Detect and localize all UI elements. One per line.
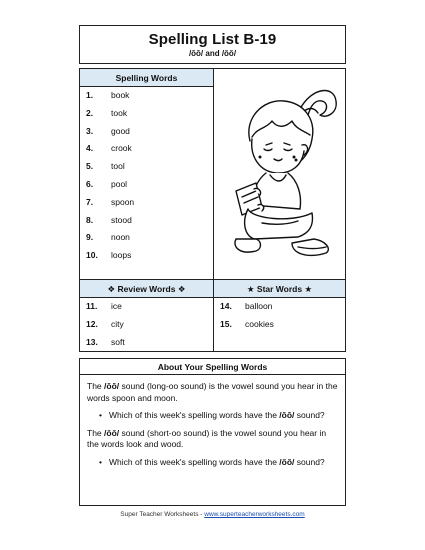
- q1-text-end: sound?: [294, 410, 325, 420]
- item-number: 1.: [86, 90, 94, 100]
- page-title: Spelling List B-19: [148, 31, 277, 48]
- bullet: •: [99, 410, 102, 420]
- review-words-heading: ❖ Review Words ❖: [80, 280, 213, 298]
- list-item: [80, 87, 213, 105]
- q1-text: Which of this week's spelling words have the: [109, 410, 280, 420]
- item-word: pool: [111, 178, 128, 189]
- long-oo-question: [87, 410, 339, 422]
- item-number: 15.: [220, 318, 232, 329]
- list-item: [214, 316, 345, 334]
- footer-link[interactable]: www.superteacherworksheets.com: [204, 511, 305, 518]
- list-item: [80, 105, 213, 123]
- item-word: took: [111, 107, 128, 118]
- footer-text: Super Teacher Worksheets -: [120, 511, 205, 518]
- extra-words-section: [80, 279, 345, 351]
- item-word: noon: [111, 232, 130, 243]
- list-item: [80, 176, 213, 194]
- long-oo-paragraph: [87, 381, 339, 404]
- item-word: city: [111, 318, 124, 329]
- star-words-column: [214, 280, 345, 352]
- about-box: [79, 358, 346, 506]
- item-number: 3.: [86, 125, 94, 136]
- item-number: 14.: [220, 301, 232, 311]
- item-word: soft: [111, 336, 125, 347]
- list-item: [80, 212, 213, 230]
- girl-reading-illustration: [222, 79, 340, 269]
- item-number: 11.: [86, 301, 98, 311]
- item-word: loops: [111, 250, 132, 261]
- p2-text: The: [87, 427, 105, 438]
- list-item: [80, 316, 213, 334]
- item-number: 4.: [86, 143, 94, 154]
- item-word: book: [111, 90, 130, 100]
- item-number: 2.: [86, 107, 94, 118]
- spelling-words-column: [80, 69, 214, 279]
- list-item: [80, 194, 213, 212]
- short-oo-paragraph: [87, 428, 339, 451]
- title-box: [79, 25, 346, 64]
- list-item: [80, 158, 213, 176]
- item-number: 6.: [86, 178, 94, 189]
- footer: [0, 511, 425, 518]
- spelling-words-heading: Spelling Words: [80, 69, 213, 87]
- p2-sound: /ŏŏ/: [104, 427, 120, 438]
- item-number: 12.: [86, 318, 98, 329]
- about-heading: About Your Spelling Words: [80, 359, 345, 375]
- p2-text-end: sound (short-oo sound) is the vowel sound you hear in the words look and wood.: [87, 427, 327, 449]
- about-body: [80, 375, 345, 468]
- list-item: [80, 123, 213, 141]
- list-item: [80, 140, 213, 158]
- item-word: ice: [111, 301, 122, 311]
- item-number: 8.: [86, 214, 94, 225]
- item-word: crook: [111, 143, 132, 154]
- short-oo-question: [87, 457, 339, 469]
- list-item: [80, 298, 213, 316]
- p1-text: The: [87, 381, 105, 391]
- page-subtitle: /ōō/ and /ŏŏ/: [188, 49, 237, 58]
- item-number: 5.: [86, 161, 94, 172]
- item-number: 10.: [86, 250, 98, 261]
- list-item: [80, 229, 213, 247]
- item-number: 7.: [86, 196, 94, 207]
- list-item: [80, 247, 213, 265]
- review-words-column: [80, 280, 214, 352]
- item-word: balloon: [245, 301, 273, 311]
- star-words-heading: ★ Star Words ★: [214, 280, 345, 298]
- p1-sound: /ōō/: [104, 381, 120, 391]
- list-item: [80, 334, 213, 352]
- word-list-box: [79, 68, 346, 352]
- q2-text-end: sound?: [294, 456, 325, 467]
- q1-sound: /ōō/: [279, 410, 295, 420]
- p1-text-end: sound (long-oo sound) is the vowel sound you hear in the words spoon and moon.: [87, 381, 338, 403]
- item-number: 9.: [86, 232, 94, 243]
- bullet: •: [99, 456, 102, 467]
- item-word: stood: [111, 214, 132, 225]
- item-word: cookies: [245, 318, 274, 329]
- q2-text: Which of this week's spelling words have the: [109, 456, 280, 467]
- list-item: [214, 298, 345, 316]
- item-word: good: [111, 125, 130, 136]
- q2-sound: /ŏŏ/: [279, 456, 295, 467]
- item-number: 13.: [86, 336, 98, 347]
- item-word: tool: [111, 161, 125, 172]
- item-word: spoon: [111, 196, 135, 207]
